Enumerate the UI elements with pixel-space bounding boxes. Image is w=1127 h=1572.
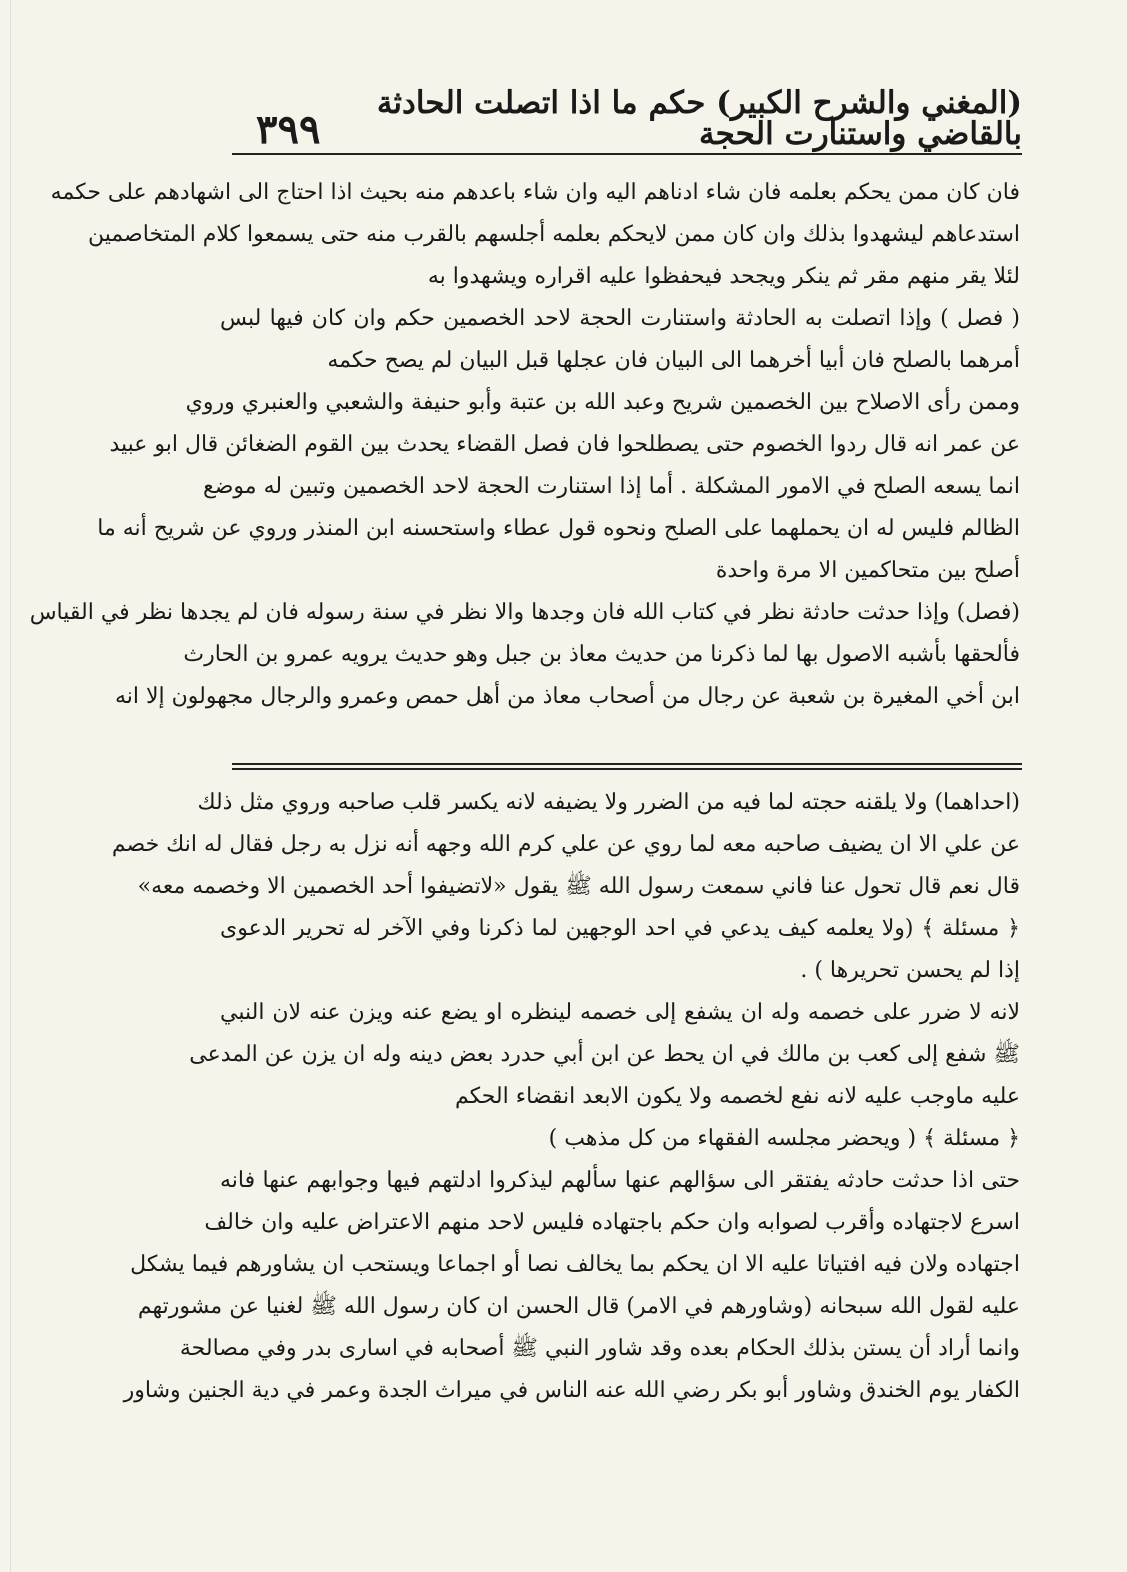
text-line: فألحقها بأشبه الاصول بها لما ذكرنا من حديث معاذ بن جبل وهو حديث يرويه عمرو بن الحارث — [183, 642, 1020, 667]
text-line: فان كان ممن يحكم بعلمه فان شاء ادناهم اليه وان شاء باعدهم منه بحيث اذا احتاج الى اشهادهم على حكمه — [50, 180, 1020, 205]
text-line: إذا لم يحسن تحريرها ) . — [800, 958, 1020, 983]
text-line: ( فصل ) وإذا اتصلت به الحادثة واستنارت الحجة لاحد الخصمين حكم وان كان فيها لبس — [220, 306, 1020, 331]
text-line: الكفار يوم الخندق وشاور أبو بكر رضي الله عنه الناس في ميراث الجدة وعمر في دية الجنين وشاور — [123, 1378, 1020, 1403]
text-line: (احداهما) ولا يلقنه حجته لما فيه من الضرر ولا يضيفه لانه يكسر قلب صاحبه وروي مثل ذلك — [197, 790, 1020, 815]
text-line: ﷺ شفع إلى كعب بن مالك في ان يحط عن ابن أبي حدرد بعض دينه وله ان يزن عن المدعى — [189, 1042, 1020, 1067]
text-line: حتى اذا حدثت حادثه يفتقر الى سؤالهم عنها سألهم ليذكروا ادلتهم فيها وجوابهم عنها فانه — [220, 1168, 1020, 1193]
text-line: عليه لقول الله سبحانه (وشاورهم في الامر) قال الحسن ان كان رسول الله ﷺ لغنيا عن مشورتهم — [137, 1294, 1020, 1319]
text-line: وانما أراد أن يستن بذلك الحكام بعده وقد شاور النبي ﷺ أصحابه في اسارى بدر وفي مصالحة — [179, 1336, 1020, 1361]
text-line: الظالم فليس له ان يحملهما على الصلح ونحوه قول عطاء واستحسنه ابن المنذر وروي عن شريح أنه ما — [97, 516, 1020, 541]
section-divider — [232, 763, 1022, 765]
header-rule — [232, 153, 1022, 155]
text-line: ابن أخي المغيرة بن شعبة عن رجال من أصحاب معاذ من أهل حمص وعمرو والرجال مجهولون إلا انه — [114, 684, 1020, 709]
text-line: اجتهاده ولان فيه افتياتا عليه الا ان يحكم بما يخالف نصا أو اجماعا ويستحب ان يشاورهم فيما يشكل — [130, 1252, 1020, 1277]
text-line: عن علي الا ان يضيف صاحبه معه لما روي عن علي كرم الله وجهه أنه نزل به رجل فقال له انك خصم — [111, 832, 1020, 857]
text-line: أمرهما بالصلح فان أبيا أخرهما الى البيان فان عجلها قبل البيان لم يصح حكمه — [327, 348, 1020, 373]
section-divider — [232, 768, 1022, 770]
text-line: اسرع لاجتهاده وأقرب لصوابه وان حكم باجتهاده فليس لاحد منهم الاعتراض عليه وان خالف — [204, 1210, 1020, 1235]
text-line: قال نعم قال تحول عنا فاني سمعت رسول الله ﷺ يقول «لاتضيفوا أحد الخصمين الا وخصمه معه» — [137, 874, 1020, 899]
text-line: أصلح بين متحاكمين الا مرة واحدة — [715, 558, 1020, 583]
text-line: لئلا يقر منهم مقر ثم ينكر ويجحد فيحفظوا عليه اقراره ويشهدوا به — [427, 264, 1020, 289]
text-line: انما يسعه الصلح في الامور المشكلة . أما إذا استنارت الحجة لاحد الخصمين وتبين له موضع — [203, 474, 1020, 499]
text-line: لانه لا ضرر على خصمه وله ان يشفع إلى خصمه لينظره او يضع عنه ويزن عنه لان النبي — [220, 1000, 1020, 1025]
main-text-block — [29, 172, 1020, 718]
text-line: عن عمر انه قال ردوا الخصوم حتى يصطلحوا فان فصل القضاء يحدث بين القوم الضغائن قال ابو عبيد — [109, 432, 1020, 457]
running-header — [232, 85, 1022, 153]
text-line: وممن رأى الاصلاح بين الخصمين شريح وعبد الله بن عتبة وأبو حنيفة والشعبي والعنبري وروي — [185, 390, 1020, 415]
text-line: استدعاهم ليشهدوا بذلك وان كان ممن لايحكم بعلمه أجلسهم بالقرب منه حتى يسمعوا كلام المتخاصمين — [87, 222, 1020, 247]
page-number: ٣٩٩ — [256, 106, 321, 153]
text-line: عليه ماوجب عليه لانه نفع لخصمه ولا يكون الابعد انقضاء الحكم — [454, 1084, 1020, 1109]
text-line: (فصل) وإذا حدثت حادثة نظر في كتاب الله فان وجدها والا نظر في سنة رسوله فان لم يجدها نظر في القياس — [29, 600, 1020, 625]
commentary-text-block — [111, 782, 1020, 1412]
header-title: (المغني والشرح الكبير) حكم ما اذا اتصلت الحادثة بالقاضي واستنارت الحجة — [376, 85, 1022, 152]
page-edge — [10, 0, 11, 1572]
text-line: ﴿ مسئلة ﴾ ( ويحضر مجلسه الفقهاء من كل مذهب ) — [548, 1126, 1020, 1151]
text-line: ﴿ مسئلة ﴾ (ولا يعلمه كيف يدعي في احد الوجهين لما ذكرنا وفي الآخر له تحرير الدعوى — [220, 916, 1020, 941]
